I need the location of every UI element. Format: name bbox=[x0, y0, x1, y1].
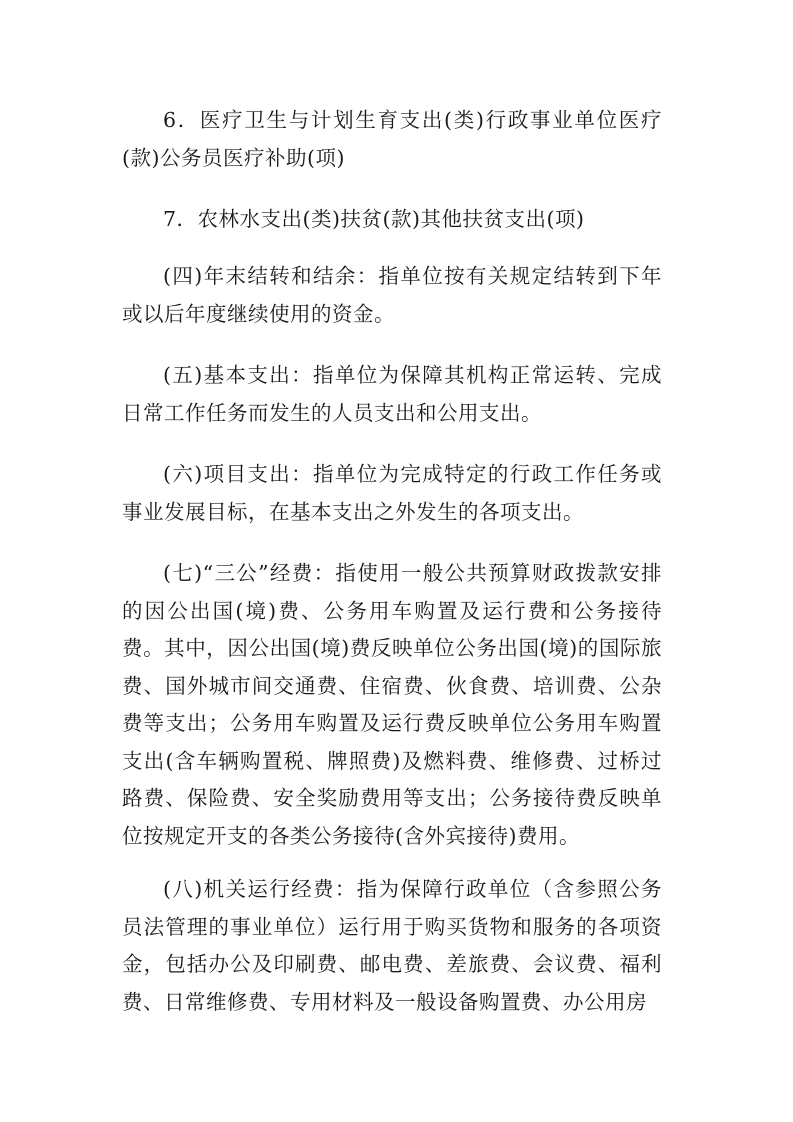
paragraph-year-end-balance: (四)年末结转和结余：指单位按有关规定结转到下年或以后年度继续使用的资金。 bbox=[122, 264, 662, 326]
paragraph-three-public-expenses: (七)“三公”经费：指使用一般公共预算财政拨款安排的因公出国(境)费、公务用车购置及运行费和公务接待费。其中，因公出国(境)费反映单位公务出国(境)的国际旅费、国外城市间交通费、住宿费、伙食费、培训费、公杂费等支出；公务用车购置及运行费反映单位公务用车购置支出(含车辆购置税、牌照费)及燃料费、维修费、过桥过路费、保险费、安全奖励费用等支出；公务接待费反映单位按规定开支的各类公务接待(含外宾接待)费用。 bbox=[122, 561, 662, 848]
paragraph-agency-operating-expenses: (八)机关运行经费：指为保障行政单位（含参照公务员法管理的事业单位）运行用于购买货物和服务的各项资金，包括办公及印刷费、邮电费、差旅费、会议费、福利费、日常维修费、专用材料及一般设备购置费、办公用房 bbox=[122, 877, 662, 1014]
paragraph-project-expenditure: (六)项目支出：指单位为完成特定的行政工作任务或事业发展目标，在基本支出之外发生的各项支出。 bbox=[122, 462, 662, 524]
paragraph-basic-expenditure: (五)基本支出：指单位为保障其机构正常运转、完成日常工作任务而发生的人员支出和公用支出。 bbox=[122, 363, 662, 425]
paragraph-poverty-expenditure: 7．农林水支出(类)扶贫(款)其他扶贫支出(项) bbox=[163, 207, 585, 231]
paragraph-medical-expenditure: 6．医疗卫生与计划生育支出(类)行政事业单位医疗(款)公务员医疗补助(项) bbox=[122, 108, 662, 170]
